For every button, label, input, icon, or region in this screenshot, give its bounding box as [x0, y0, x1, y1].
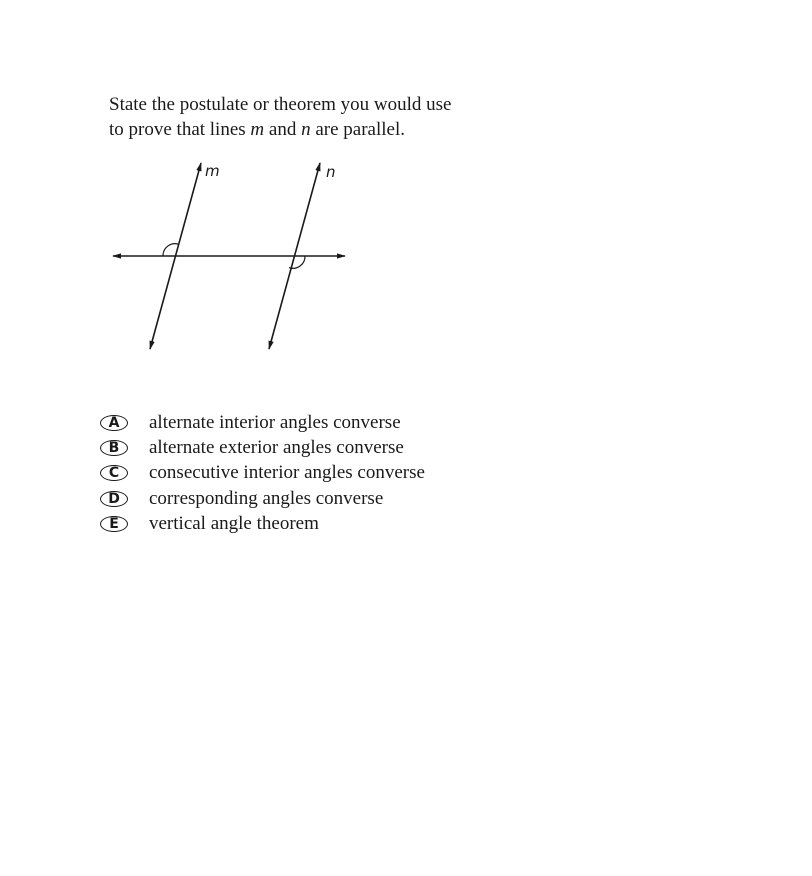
choice-a-bubble[interactable]: A [100, 415, 128, 431]
line-n [269, 163, 320, 349]
variable-n: n [301, 119, 311, 140]
choice-b[interactable] [100, 435, 425, 460]
question-line-2-end: are parallel. [315, 119, 405, 140]
line-m [150, 163, 201, 349]
choice-b-text: alternate exterior angles converse [149, 436, 404, 458]
choice-d-bubble[interactable]: D [100, 491, 128, 507]
choice-c-text: consecutive interior angles converse [149, 462, 425, 484]
choice-d[interactable] [100, 486, 425, 511]
line-n-label: n [326, 163, 336, 181]
question-line-2 [109, 117, 451, 142]
choice-e[interactable] [100, 511, 425, 536]
choice-e-text: vertical angle theorem [149, 512, 319, 534]
angle-arc-line-m [163, 244, 179, 256]
choice-a-text: alternate interior angles converse [149, 411, 401, 433]
answer-choices [100, 410, 425, 536]
question-line-2-and: and [268, 119, 297, 140]
choice-d-text: corresponding angles converse [149, 487, 384, 509]
question-line-1: State the postulate or theorem you would use [109, 94, 452, 115]
choice-b-bubble[interactable]: B [100, 440, 128, 456]
line-m-label: m [205, 162, 220, 180]
question-prompt [109, 92, 451, 142]
choice-e-bubble[interactable]: E [100, 516, 128, 532]
choice-c-bubble[interactable]: C [100, 465, 128, 481]
choice-a[interactable] [100, 410, 425, 435]
choice-c[interactable] [100, 461, 425, 486]
question-line-2-start: to prove that lines [109, 119, 246, 140]
variable-m: m [250, 119, 265, 140]
angle-arc-line-n [289, 256, 305, 268]
